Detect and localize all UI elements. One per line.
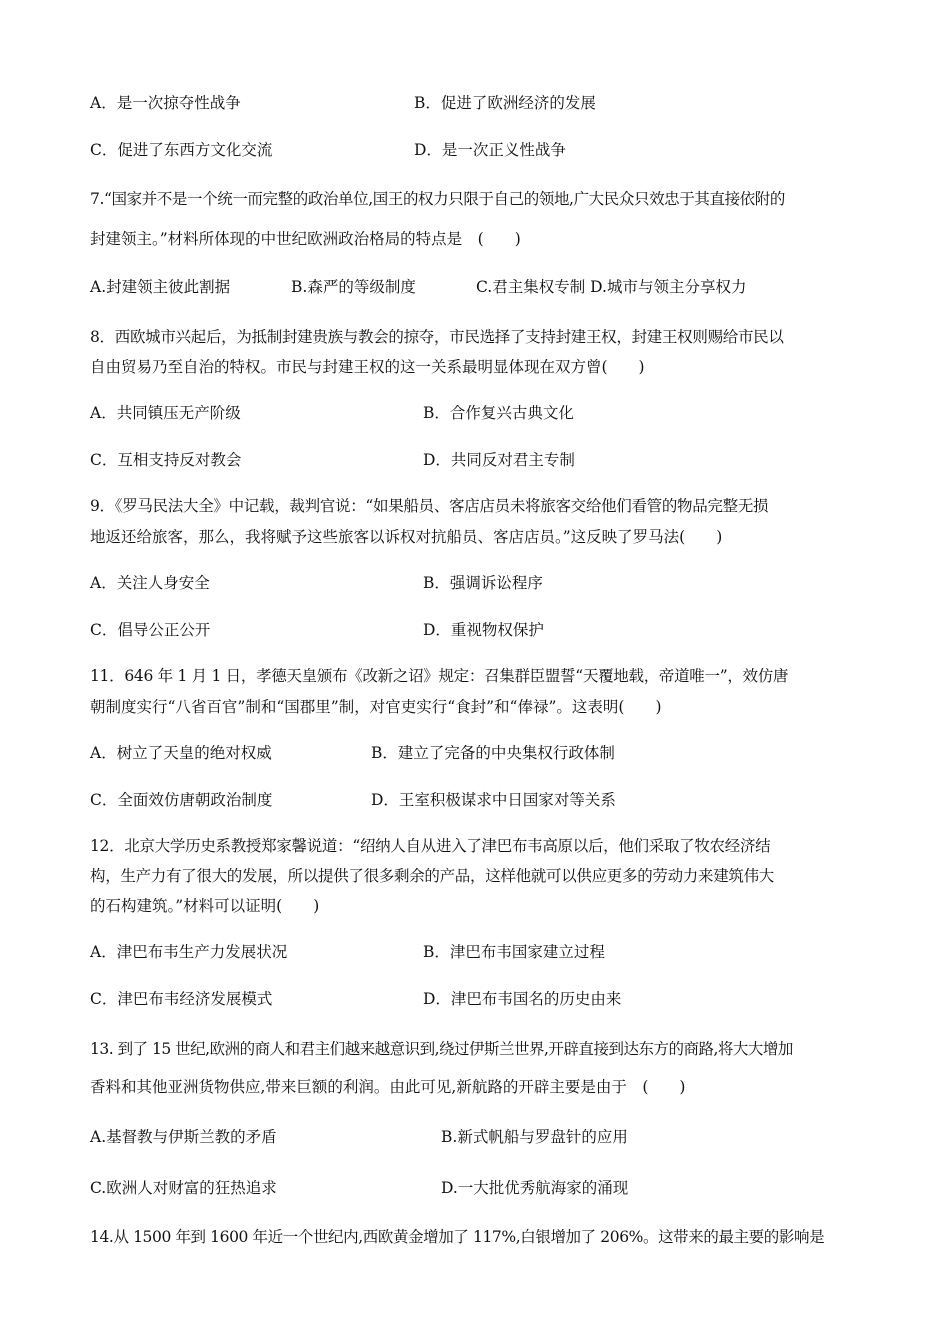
q11-option-d[interactable]: D．王室积极谋求中日国家对等关系 <box>371 791 616 809</box>
q6-option-d[interactable]: D．是一次正义性战争 <box>414 141 566 159</box>
q11-stem-line-1: 11．646 年 1 月 1 日，孝德天皇颁布《改新之诏》规定：召集群臣盟誓“天覆地载，帝道唯一”，效仿唐 <box>90 667 789 685</box>
q9-option-a[interactable]: A．关注人身安全 <box>90 574 210 592</box>
q9-stem-line-1: 9．《罗马民法大全》中记载，裁判官说：“如果船员、客店店员未将旅客交给他们看管的物品完整无损 <box>90 497 769 515</box>
q9-option-d[interactable]: D．重视物权保护 <box>423 621 544 639</box>
q8-option-c[interactable]: C．互相支持反对教会 <box>90 451 242 469</box>
q12-stem-line-1: 12．北京大学历史系教授郑家馨说道：“绍纳人自从进入了津巴布韦高原以后，他们采取了牧农经济结 <box>90 837 771 855</box>
q9-option-c[interactable]: C．倡导公正公开 <box>90 621 211 639</box>
q8-option-d[interactable]: D．共同反对君主专制 <box>423 451 575 469</box>
q11-option-c[interactable]: C．全面效仿唐朝政治制度 <box>90 791 273 809</box>
q7-option-a[interactable]: A.封建领主彼此割据 <box>90 278 231 296</box>
q12-option-d[interactable]: D．津巴布韦国名的历史由来 <box>423 990 622 1008</box>
q13-stem-line-2: 香料和其他亚洲货物供应,带来巨额的利润。由此可见,新航路的开辟主要是由于 ( ) <box>90 1078 686 1096</box>
q13-option-d[interactable]: D.一大批优秀航海家的涌现 <box>441 1179 629 1197</box>
q6-option-b[interactable]: B．促进了欧洲经济的发展 <box>414 94 596 112</box>
q13-stem-line-1: 13. 到了 15 世纪,欧洲的商人和君主们越来越意识到,绕过伊斯兰世界,开辟直接到达东方的商路,将大大增加 <box>90 1040 793 1058</box>
q7-stem-line-2: 封建领主。”材料所体现的中世纪欧洲政治格局的特点是 ( ) <box>90 230 521 248</box>
q13-option-b[interactable]: B.新式帆船与罗盘针的应用 <box>441 1128 628 1146</box>
q8-stem-line-2: 自由贸易乃至自治的特权。市民与封建王权的这一关系最明显体现在双方曾( ) <box>90 358 645 376</box>
q12-stem-line-3: 的石构建筑。”材料可以证明( ) <box>90 897 320 915</box>
q12-stem-line-2: 构，生产力有了很大的发展，所以提供了很多剩余的产品，这样他就可以供应更多的劳动力来建筑伟大 <box>90 867 775 885</box>
q11-stem-line-2: 朝制度实行“八省百官”制和“国郡里”制，对官吏实行“食封”和“俸禄”。这表明( ) <box>90 698 662 716</box>
q11-option-b[interactable]: B．建立了完备的中央集权行政体制 <box>371 744 615 762</box>
q12-option-b[interactable]: B．津巴布韦国家建立过程 <box>423 943 605 961</box>
q8-stem-line-1: 8．西欧城市兴起后，为抵制封建贵族与教会的掠夺，市民选择了支持封建王权，封建王权则赐给市民以 <box>90 328 784 346</box>
q6-option-a[interactable]: A．是一次掠夺性战争 <box>90 94 241 112</box>
q8-option-b[interactable]: B．合作复兴古典文化 <box>423 404 574 422</box>
q13-option-c[interactable]: C.欧洲人对财富的狂热追求 <box>90 1179 277 1197</box>
q11-option-a[interactable]: A．树立了天皇的绝对权威 <box>90 744 272 762</box>
q7-option-b[interactable]: B.森严的等级制度 <box>291 278 416 296</box>
q12-option-c[interactable]: C．津巴布韦经济发展模式 <box>90 990 273 1008</box>
q7-option-cd[interactable]: C.君主集权专制 D.城市与领主分享权力 <box>476 278 747 296</box>
q9-option-b[interactable]: B．强调诉讼程序 <box>423 574 543 592</box>
q6-option-c[interactable]: C．促进了东西方文化交流 <box>90 141 273 159</box>
q12-option-a[interactable]: A．津巴布韦生产力发展状况 <box>90 943 288 961</box>
q7-stem-line-1: 7.“国家并不是一个统一而完整的政治单位,国王的权力只限于自己的领地,广大民众只效忠于其直接依附的 <box>90 190 785 208</box>
q14-stem-line-1: 14.从 1500 年到 1600 年近一个世纪内,西欧黄金增加了 117%,白银增加了 206%。这带来的最主要的影响是 <box>90 1228 825 1246</box>
q8-option-a[interactable]: A．共同镇压无产阶级 <box>90 404 241 422</box>
q13-option-a[interactable]: A.基督教与伊斯兰教的矛盾 <box>90 1128 277 1146</box>
q9-stem-line-2: 地返还给旅客，那么，我将赋予这些旅客以诉权对抗船员、客店店员。”这反映了罗马法( ) <box>90 528 723 546</box>
